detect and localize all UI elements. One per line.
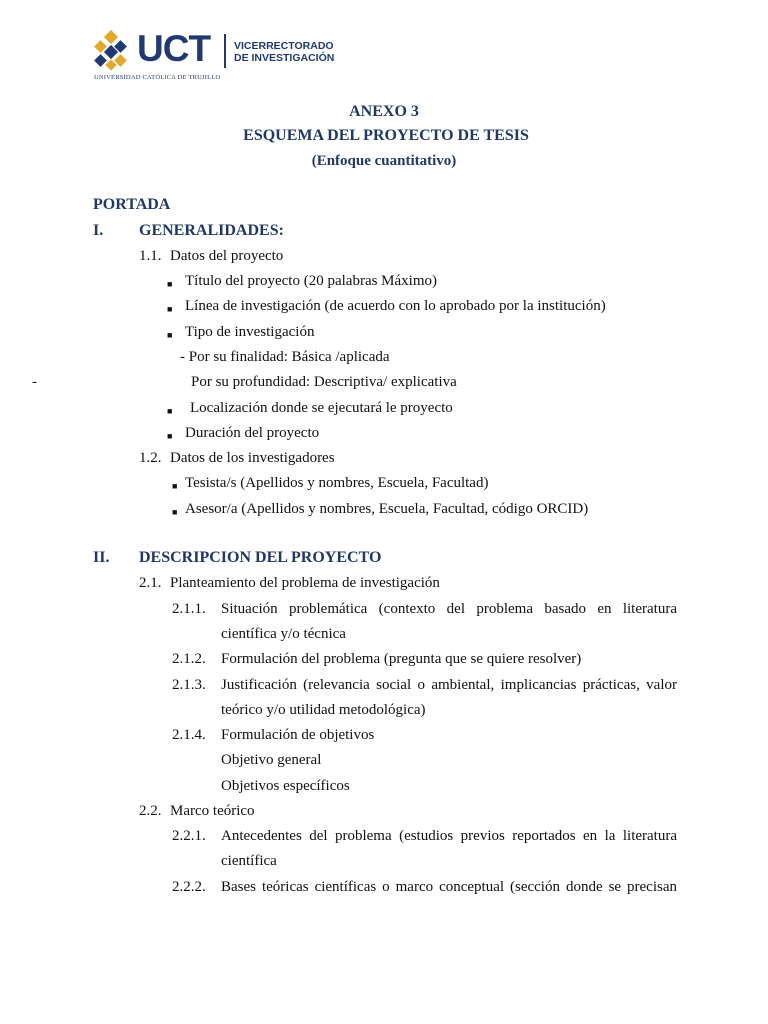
list-item: Por su profundidad: Descriptiva/ explicativa — [191, 374, 457, 390]
item-number: 2.2.1. — [172, 828, 206, 844]
document-subtitle: (Enfoque cuantitativo) — [311, 153, 457, 169]
annex-title: ANEXO 3 — [349, 103, 419, 120]
item-number: 2.1.2. — [172, 651, 206, 667]
logo-divider — [224, 34, 226, 68]
item-text: Bases teóricas científicas o marco conceptual (sección donde se precisan — [221, 879, 677, 895]
item-number: 2.1.1. — [172, 601, 206, 617]
list-item: Tesista/s (Apellidos y nombres, Escuela, Facultad) — [185, 475, 489, 491]
logo-university-name: UNIVERSIDAD CATÓLICA DE TRUJILLO — [94, 74, 221, 81]
section-2-title: DESCRIPCION DEL PROYECTO — [139, 549, 382, 566]
logo-vicerrectorado — [234, 40, 334, 64]
item-text: teórico y/o utilidad metodológica) — [221, 702, 426, 718]
subsection-1-2-number: 1.2. — [139, 450, 162, 466]
item-text: científica y/o técnica — [221, 626, 346, 642]
list-item: - Por su finalidad: Básica /aplicada — [180, 349, 390, 365]
section-1-title: GENERALIDADES: — [139, 222, 284, 239]
list-item: Duración del proyecto — [185, 425, 320, 441]
logo-uct-text: UCT — [137, 28, 211, 69]
bullet-icon: ■ — [167, 330, 173, 340]
subsection-1-1-number: 1.1. — [139, 248, 162, 264]
bullet-icon: ■ — [172, 507, 178, 517]
item-text: Objetivo general — [221, 752, 322, 768]
stray-dash: - — [32, 374, 37, 390]
item-number: 2.1.3. — [172, 677, 206, 693]
bullet-icon: ■ — [172, 481, 178, 491]
list-item: Título del proyecto (20 palabras Máximo) — [185, 273, 438, 289]
subsection-2-1-title: Planteamiento del problema de investigación — [170, 575, 440, 591]
list-item: Asesor/a (Apellidos y nombres, Escuela, Facultad, código ORCID) — [185, 501, 589, 517]
item-text: científica — [221, 853, 277, 869]
item-text: Objetivos específicos — [221, 778, 350, 794]
subsection-2-1-number: 2.1. — [139, 575, 162, 591]
portada-heading: PORTADA — [93, 196, 171, 213]
list-item: Tipo de investigación — [185, 324, 315, 340]
bullet-icon: ■ — [167, 431, 173, 441]
item-text: Formulación de objetivos — [221, 727, 375, 743]
section-1-number: I. — [93, 222, 104, 239]
document-title: ESQUEMA DEL PROYECTO DE TESIS — [243, 127, 529, 144]
logo-subtitle-line1: VICERRECTORADO — [234, 40, 334, 52]
bullet-icon: ■ — [167, 304, 173, 314]
bullet-icon: ■ — [167, 279, 173, 289]
item-text: Antecedentes del problema (estudios previos reportados en la literatura — [221, 828, 677, 844]
subsection-1-1-title: Datos del proyecto — [170, 248, 284, 264]
item-text: Formulación del problema (pregunta que se quiere resolver) — [221, 651, 582, 667]
item-number: 2.1.4. — [172, 727, 206, 743]
item-text: Situación problemática (contexto del problema basado en literatura — [221, 601, 677, 617]
logo-subtitle-line2: DE INVESTIGACIÓN — [234, 52, 335, 64]
subsection-1-2-title: Datos de los investigadores — [170, 450, 335, 466]
subsection-2-2-title: Marco teórico — [170, 803, 255, 819]
bullet-icon: ■ — [167, 406, 173, 416]
uct-logo-icon — [92, 30, 132, 72]
subsection-2-2-number: 2.2. — [139, 803, 162, 819]
list-item: Localización donde se ejecutará le proyecto — [190, 400, 453, 416]
list-item: Línea de investigación (de acuerdo con lo aprobado por la institución) — [185, 298, 606, 314]
item-number: 2.2.2. — [172, 879, 206, 895]
item-text: Justificación (relevancia social o ambiental, implicancias prácticas, valor — [221, 677, 677, 693]
section-2-number: II. — [93, 549, 110, 566]
